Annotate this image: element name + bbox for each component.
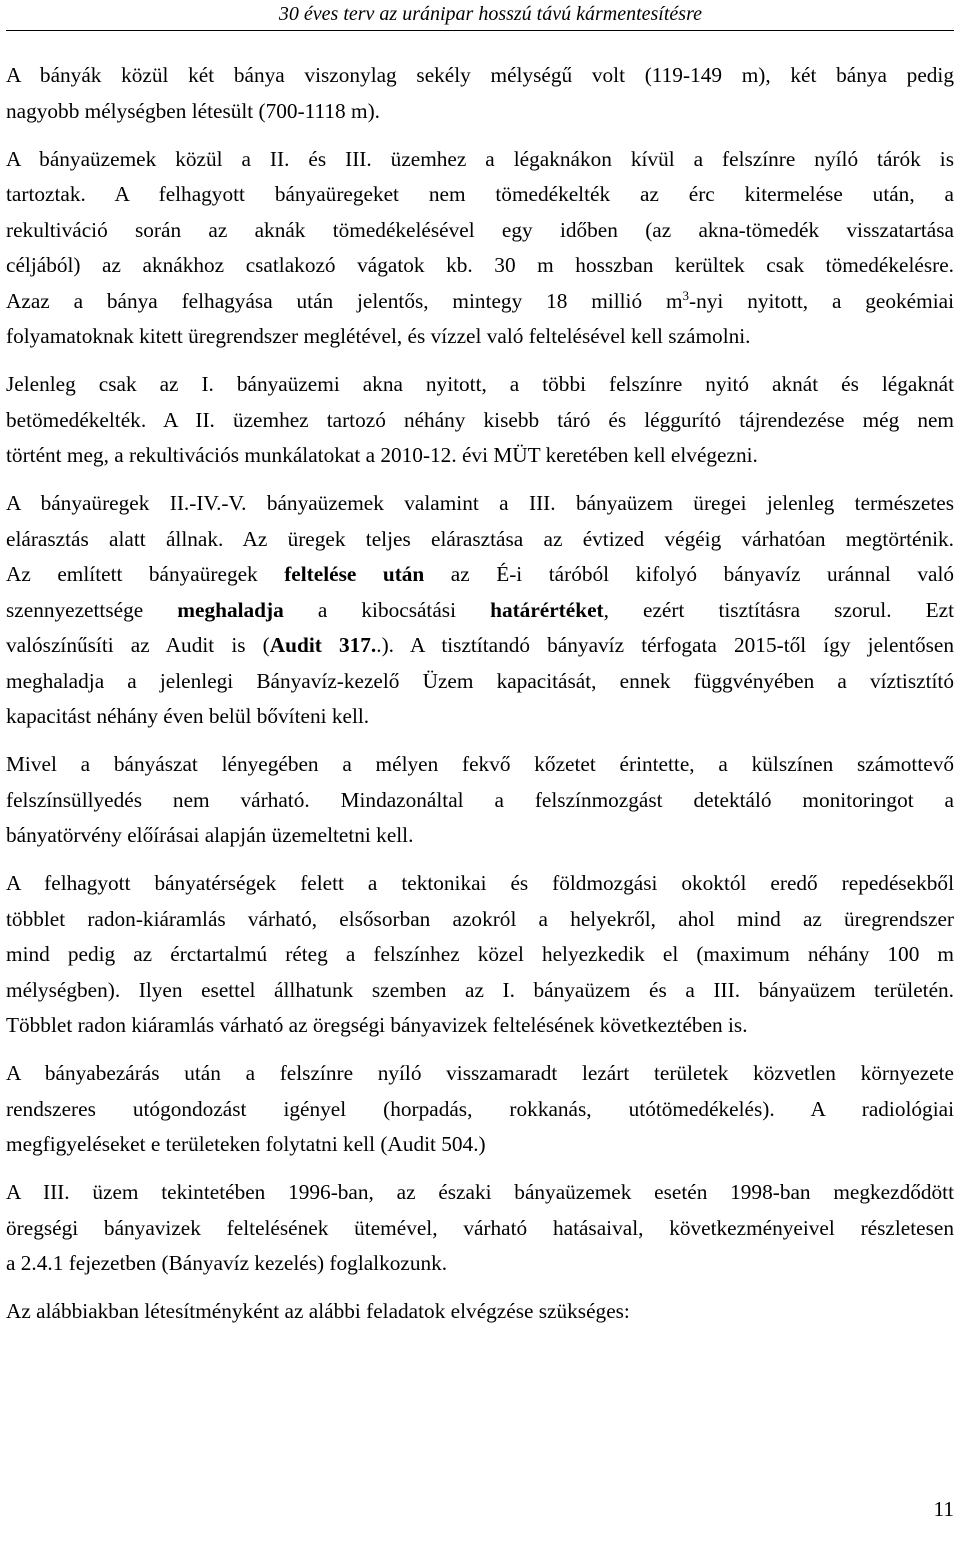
text-line: a 2.4.1 fejezetben (Bányavíz kezelés) foglalkozunk.: [6, 1251, 448, 1275]
text-line: betömedékelték. A II. üzemhez tartozó néhány kisebb táró és léggurító tájrendezése még nem: [6, 407, 954, 432]
text-line: öregségi bányavizek feltelésének ütemével, várható hatásaival, következményeivel részletesen: [6, 1215, 954, 1240]
text-line: céljából) az aknákhoz csatlakozó vágatok kb. 30 m hosszban kerültek csak tömedékelésre.: [6, 253, 954, 277]
text-line: Jelenleg csak az I. bányaüzemi akna nyitott, a többi felszínre nyitó aknát és légaknát: [6, 372, 954, 396]
paragraph: [6, 747, 954, 854]
text-segment: -nyi nyitott, a geokémiai: [689, 288, 954, 313]
text-line: mélységben). Ilyen esettel állhatunk szemben az I. bányaüzem és a III. bányaüzem területén.: [6, 977, 954, 1002]
page-header: [0, 0, 960, 32]
page-number: 11: [933, 1497, 954, 1521]
text-line: többlet radon-kiáramlás várható, elsősorban azokról a helyekről, ahol mind az üregrendszer: [6, 906, 954, 931]
text-segment: , ezért tisztításra szorul. Ezt: [603, 597, 954, 622]
text-line: [6, 628, 954, 664]
text-segment: szennyezettsége: [6, 597, 178, 622]
text-line: nagyobb mélységben létesült (700-1118 m).: [6, 98, 380, 123]
paragraph: [6, 1175, 954, 1282]
text-line: [6, 593, 954, 629]
bold-text: Audit 317.: [269, 633, 377, 657]
text-line: bányatörvény előírásai alapján üzemeltetni kell.: [6, 823, 414, 847]
text-line: mind pedig az érctartalmú réteg a felszínhez közel helyezkedik el (maximum néhány 100 m: [6, 942, 954, 966]
text-segment: az É-i táróból kifolyó bányavíz uránnal való: [424, 562, 955, 586]
text-segment: a kibocsátási: [283, 597, 491, 622]
paragraph: [6, 1294, 954, 1330]
text-line: [6, 557, 954, 593]
header-title: 30 éves terv az uránipar hosszú távú kármentesítésre: [278, 3, 702, 25]
text-line: A bányabezárás után a felszínre nyíló visszamaradt lezárt területek közvetlen környezete: [6, 1061, 954, 1085]
document-body: [6, 58, 954, 1330]
text-line: Többlet radon kiáramlás várható az öregségi bányavizek feltelésének következtében is.: [6, 1013, 748, 1037]
text-line: kapacitást néhány éven belül bővíteni kell.: [6, 704, 370, 728]
paragraph: [6, 1056, 954, 1163]
text-line: történt meg, a rekultivációs munkálatokat a 2010-12. évi MÜT keretében kell elvégezni.: [6, 443, 758, 467]
paragraph: [6, 866, 954, 1044]
text-line: A III. üzem tekintetében 1996-ban, az északi bányaüzemek esetén 1998-ban megkezdődött: [6, 1180, 954, 1204]
text-line: Mivel a bányászat lényegében a mélyen fekvő kőzetet érintette, a külszínen számottevő: [6, 752, 954, 776]
text-line: meghaladja a jelenlegi Bányavíz-kezelő Üzem kapacitását, ennek függvényében a víztisztító: [6, 668, 954, 693]
text-line: rekultiváció során az aknák tömedékelésével egy időben (az akna-tömedék visszatartása: [6, 217, 954, 242]
paragraph: [6, 142, 954, 355]
paragraph: [6, 486, 954, 735]
text-line: rendszeres utógondozást igényel (horpadás, rokkanás, utótömedékelés). A radiológiai: [6, 1096, 954, 1121]
text-line: folyamatoknak kitett üregrendszer meglétével, és vízzel való feltelésével kell számolni.: [6, 324, 751, 348]
text-line: A bányák közül két bánya viszonylag sekély mélységű volt (119-149 m), két bánya pedig: [6, 63, 954, 87]
text-line: felszínsüllyedés nem várható. Mindazonáltal a felszínmozgást detektáló monitoringot a: [6, 787, 954, 812]
bold-text: meghaladja: [177, 597, 284, 622]
header-rule: [6, 30, 954, 31]
text-segment: .). A tisztítandó bányavíz térfogata 2015-től így jelentősen: [376, 633, 955, 657]
text-line: A bányaüregek II.-IV.-V. bányaüzemek valamint a III. bányaüzem üregei jelenleg természetes: [6, 491, 954, 515]
text-line: tartoztak. A felhagyott bányaüregeket nem tömedékelték az érc kitermelése után, a: [6, 182, 954, 206]
text-line: A felhagyott bányatérségek felett a tektonikai és földmozgási okoktól eredő repedésekből: [6, 871, 954, 895]
text-line: [6, 284, 954, 320]
text-segment: Azaz a bánya felhagyása után jelentős, mintegy 18 millió m: [6, 288, 683, 313]
text-line: A bányaüzemek közül a II. és III. üzemhez a légaknákon kívül a felszínre nyíló tárók is: [6, 146, 954, 171]
bold-text: határértéket: [490, 597, 604, 622]
paragraph: [6, 58, 954, 129]
text-line: megfigyeléseket e területeken folytatni kell (Audit 504.): [6, 1132, 486, 1156]
paragraph: [6, 367, 954, 474]
text-line: Az alábbiakban létesítményként az alábbi feladatok elvégzése szükséges:: [6, 1299, 630, 1323]
text-line: elárasztás alatt állnak. Az üregek teljes elárasztása az évtized végéig várhatóan megtörténik.: [6, 526, 954, 551]
superscript: 3: [682, 287, 690, 303]
bold-text: feltelése után: [284, 562, 425, 586]
text-segment: valószínűsíti az Audit is (: [6, 633, 270, 657]
text-segment: Az említett bányaüregek: [6, 562, 285, 586]
